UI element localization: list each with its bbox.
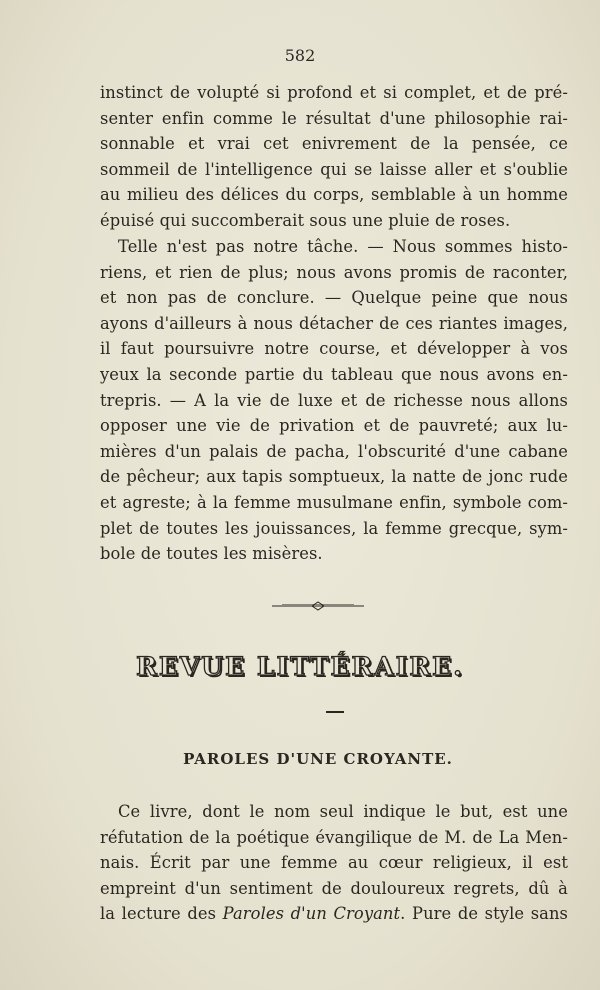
- text-line: épuisé qui succomberait sous une pluie de roses.: [100, 211, 511, 230]
- text-line: opposer une vie de privation et de pauvreté; aux lu-: [100, 416, 568, 436]
- text-line: Ce livre, dont le nom seul indique le but, est une: [118, 802, 568, 821]
- text-line: empreint d'un sentiment de douloureux regrets, dû à: [100, 878, 568, 898]
- text-line: et non pas de conclure. — Quelque peine que nous: [100, 288, 568, 308]
- text-segment: . Pure de style sans: [400, 904, 568, 923]
- text-line: au milieu des délices du corps, semblable à un homme: [100, 185, 568, 205]
- text-line: et agreste; à la femme musulmane enfin, symbole com-: [100, 493, 568, 512]
- text-line: yeux la seconde partie du tableau que nous avons en-: [100, 365, 568, 384]
- text-line: il faut poursuivre notre course, et développer à vos: [100, 339, 568, 359]
- text-line: senter enfin comme le résultat d'une philosophie rai-: [100, 108, 568, 128]
- text-line: trepris. — A la vie de luxe et de richesse nous allons: [100, 390, 568, 410]
- text-line: plet de toutes les jouissances, la femme grecque, sym-: [100, 518, 568, 538]
- page-number: 582: [284, 46, 316, 65]
- text-line: mières d'un palais de pacha, l'obscurité d'une cabane: [100, 441, 568, 461]
- text-line: Telle n'est pas notre tâche. — Nous sommes histo-: [118, 237, 568, 256]
- italic-title: Paroles d'un Croyant: [222, 904, 401, 923]
- text-line: riens, et rien de plus; nous avons promis de raconter,: [100, 262, 568, 282]
- section-title: REVUE LITTÉRAIRE.: [136, 652, 464, 681]
- text-line: [100, 903, 568, 925]
- ornament-divider: [272, 600, 364, 612]
- text-line: sommeil de l'intelligence qui se laisse aller et s'oublie: [100, 159, 568, 179]
- text-line: de pêcheur; aux tapis somptueux, la natte de jonc rude: [100, 467, 568, 487]
- title-dash: [326, 711, 344, 713]
- text-segment: la lecture des: [100, 904, 223, 923]
- text-line: instinct de volupté si profond et si complet, et de pré-: [100, 83, 568, 102]
- text-line: bole de toutes les misères.: [100, 544, 323, 564]
- text-line: sonnable et vrai cet enivrement de la pensée, ce: [100, 134, 568, 154]
- text-line: nais. Écrit par une femme au cœur religieux, il est: [100, 853, 568, 873]
- text-line: ayons d'ailleurs à nous détacher de ces riantes images,: [100, 313, 568, 333]
- article-title: PAROLES D'UNE CROYANTE.: [183, 750, 453, 768]
- text-line: réfutation de la poétique évangilique de M. de La Men-: [100, 827, 568, 847]
